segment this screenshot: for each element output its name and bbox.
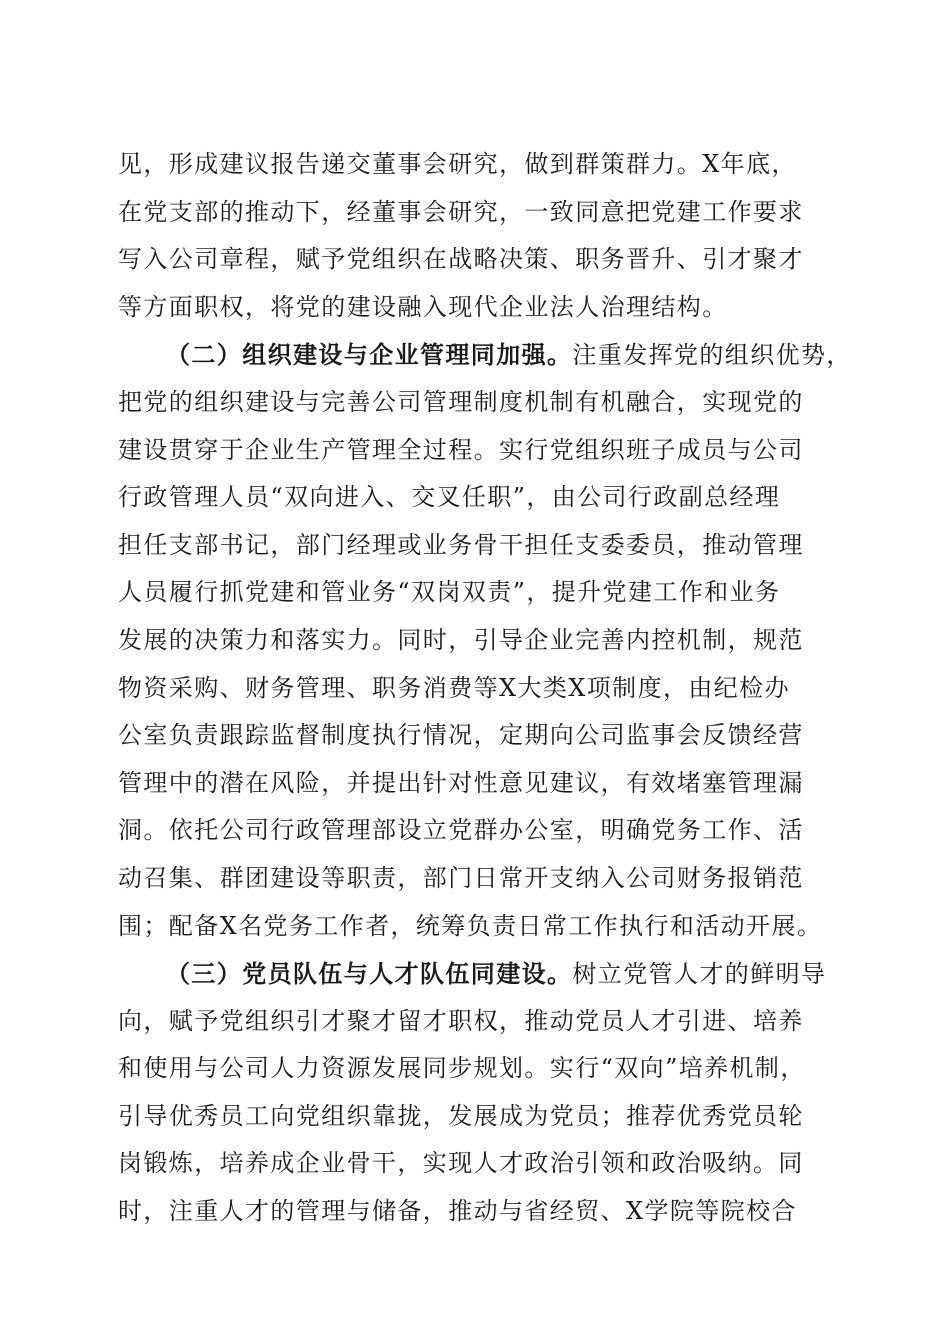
text-line	[118, 617, 838, 665]
line-text: 时，注重人才的管理与储备，推动与省经贸、X学院等院校合	[118, 1197, 797, 1226]
line-text: 建设贯穿于企业生产管理全过程。实行党组织班子成员与公司	[118, 435, 804, 464]
line-text: 写入公司章程，赋予党组织在战略决策、职务晋升、引才聚才	[118, 245, 804, 274]
text-line	[118, 284, 838, 332]
line-text: 向，赋予党组织引才聚才留才职权，推动党员人才引进、培养	[118, 1006, 804, 1035]
line-text: 树立党管人才的鲜明导	[572, 960, 827, 989]
text-line	[118, 1140, 838, 1188]
document-page	[118, 141, 852, 1236]
section-heading: （二）组织建设与企业管理同加强。	[166, 340, 573, 370]
text-line	[118, 807, 838, 855]
line-text: 公室负责跟踪监督制度执行情况，定期向公司监事会反馈经营	[118, 721, 804, 750]
text-line	[118, 1093, 838, 1141]
paragraph-start-line	[118, 331, 852, 379]
line-text: 引导优秀员工向党组织靠拢，发展成为党员；推荐优秀党员轮	[118, 1101, 804, 1130]
text-line	[118, 474, 838, 522]
line-text: 岗锻炼，培养成企业骨干，实现人才政治引领和政治吸纳。同	[118, 1149, 804, 1178]
section-heading: （三）党员队伍与人才队伍同建设。	[166, 959, 573, 989]
line-text: 在党支部的推动下，经董事会研究，一致同意把党建工作要求	[118, 197, 804, 226]
line-text: 行政管理人员“双向进入、交叉任职”，由公司行政副总经理	[118, 483, 781, 512]
text-line	[118, 1045, 838, 1093]
line-text: 担任支部书记，部门经理或业务骨干担任支委委员，推动管理	[118, 530, 804, 559]
text-line	[118, 236, 838, 284]
line-text: 物资采购、财务管理、职务消费等X大类X项制度，由纪检办	[118, 673, 790, 702]
text-line	[118, 712, 838, 760]
text-line	[118, 665, 838, 713]
text-line	[118, 427, 838, 475]
text-line	[118, 569, 838, 617]
line-text: 管理中的潜在风险，并提出针对性意见建议，有效堵塞管理漏	[118, 768, 804, 797]
text-line	[118, 141, 838, 189]
line-text: 等方面职权，将党的建设融入现代企业法人治理结构。	[118, 292, 728, 321]
line-text: 注重发挥党的组织优势，	[572, 341, 852, 370]
text-line	[118, 903, 838, 951]
line-text: 动召集、群团建设等职责，部门日常开支纳入公司财务报销范	[118, 863, 804, 892]
text-line	[118, 522, 838, 570]
text-line	[118, 379, 838, 427]
line-text: 和使用与公司人力资源发展同步规划。实行“双向”培养机制，	[118, 1054, 806, 1083]
line-text: 围；配备X名党务工作者，统筹负责日常工作执行和活动开展。	[118, 911, 823, 940]
text-line	[118, 1188, 838, 1236]
text-line	[118, 760, 838, 808]
text-line	[118, 189, 838, 237]
line-text: 见，形成建议报告递交董事会研究，做到群策群力。X年底，	[118, 150, 797, 178]
paragraph-start-line	[118, 950, 838, 998]
text-line	[118, 998, 838, 1046]
line-text: 洞。依托公司行政管理部设立党群办公室，明确党务工作、活	[118, 816, 804, 845]
line-text: 把党的组织建设与完善公司管理制度机制有机融合，实现党的	[118, 387, 804, 416]
text-line	[118, 855, 838, 903]
line-text: 发展的决策力和落实力。同时，引导企业完善内控机制，规范	[118, 625, 804, 654]
line-text: 人员履行抓党建和管业务“双岗双责”，提升党建工作和业务	[118, 578, 781, 607]
